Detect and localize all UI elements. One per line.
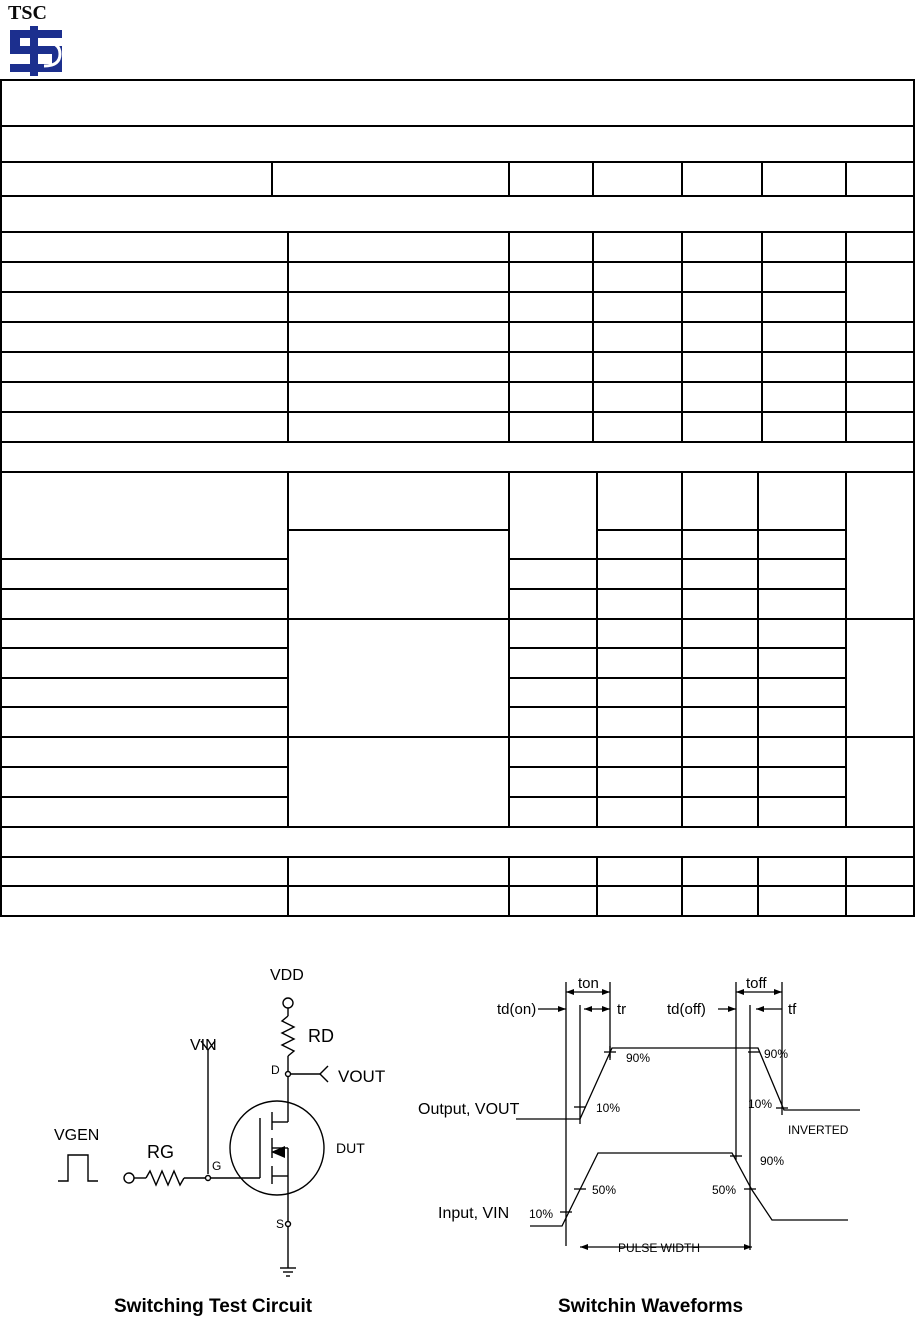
vout-label: VOUT [338, 1067, 386, 1086]
logo-text: TSC [8, 2, 47, 24]
rd-label: RD [308, 1026, 334, 1046]
tf-label: tf [788, 1001, 797, 1018]
dut-label: DUT [336, 1140, 365, 1156]
pct10-input: 10% [529, 1207, 554, 1221]
pct90-input: 90% [760, 1154, 785, 1168]
timing-arrows-icon [558, 989, 785, 1250]
tr-label: tr [617, 1001, 627, 1018]
switching-figures [0, 930, 916, 1326]
pct90-output-fall: 90% [764, 1047, 789, 1061]
caption-test-circuit: Switching Test Circuit [114, 1296, 313, 1317]
pct10-output-rise: 10% [596, 1101, 621, 1115]
waveforms [516, 982, 860, 1250]
input-label: Input, VIN [438, 1205, 510, 1222]
drain-label: D [271, 1063, 280, 1077]
pct50-input-fall: 50% [712, 1183, 737, 1197]
vin-label: VIN [190, 1037, 217, 1054]
ton-label: ton [578, 975, 599, 992]
pct90-output-rise: 90% [626, 1051, 651, 1065]
output-label: Output, VOUT [418, 1101, 520, 1118]
td-off-label: td(off) [667, 1001, 706, 1018]
pulse-width-label: PULSE WIDTH [618, 1241, 701, 1255]
vgen-label: VGEN [54, 1127, 100, 1144]
inverted-label: INVERTED [788, 1123, 849, 1137]
pct10-output-fall: 10% [748, 1097, 773, 1111]
td-on-label: td(on) [497, 1001, 537, 1018]
gate-label: G [212, 1159, 222, 1173]
caption-waveforms: Switchin Waveforms [558, 1296, 744, 1317]
source-label: S [276, 1217, 285, 1231]
rg-label: RG [147, 1142, 174, 1162]
pct50-input-rise: 50% [592, 1183, 617, 1197]
vdd-label: VDD [270, 967, 304, 984]
toff-label: toff [746, 975, 767, 992]
